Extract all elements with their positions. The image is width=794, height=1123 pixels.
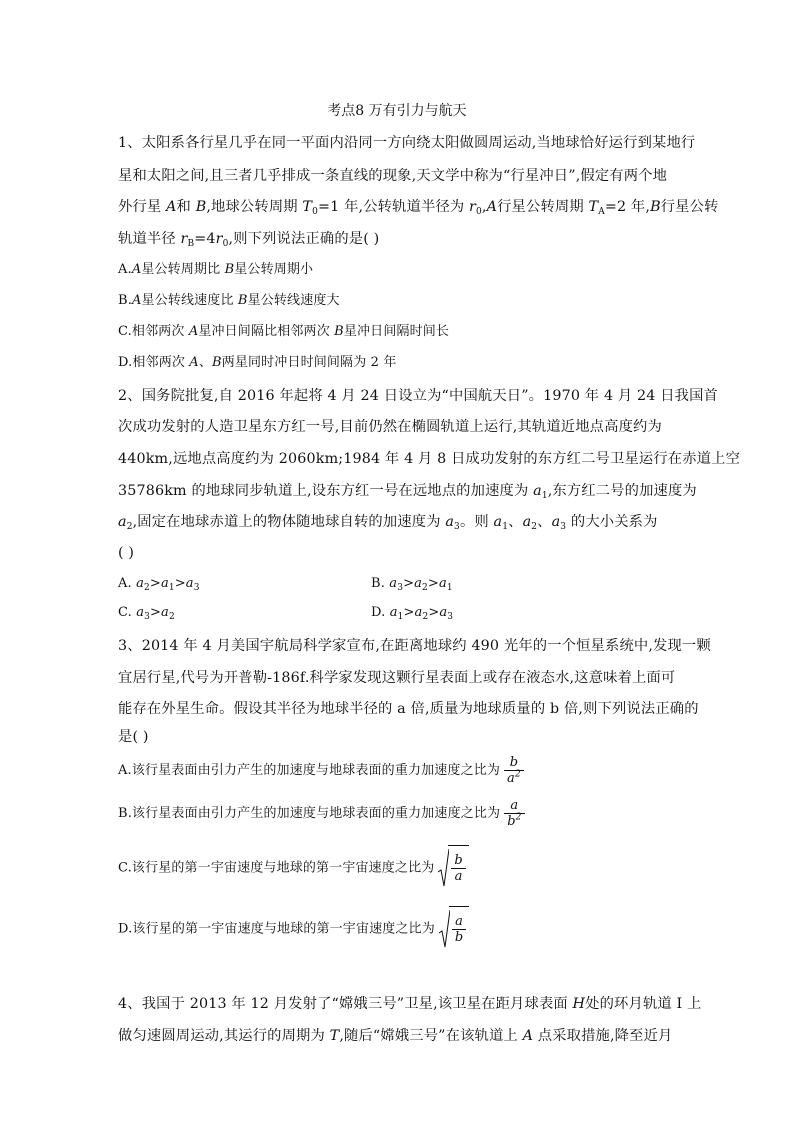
q1-option-a: A.A星公转周期比 B星公转周期小 bbox=[118, 262, 314, 277]
fraction-b-over-a-squared: $\frac{b}{a^2}$ bbox=[504, 755, 524, 786]
q2-line-3: 440km,远地点高度约为 2060km;1984 年 4 月 8 日成功发射的东方红二号卫星运行在赤道上空 bbox=[118, 451, 741, 467]
q2-line-4: 35786km 的地球同步轨道上,设东方红一号在远地点的加速度为 $a_1$,东方红二号的加速度为 bbox=[118, 483, 697, 501]
sqrt-a-over-b: $\frac{a}{b}$ bbox=[439, 906, 469, 952]
q1-line-4: 轨道半径 $r_B=4r_0$,则下列说法正确的是( ) bbox=[118, 231, 380, 249]
q1-line-3: 外行星 A和 B,地球公转周期 $T_0=1$ 年,公转轨道半径为 $r_0,A$行星公转周期 $T_A=2$ 年,B行星公转 bbox=[118, 199, 719, 217]
q2-option-d: D. $a_1>a_2>a_3$ bbox=[371, 605, 454, 622]
q1-option-c: C.相邻两次 A星冲日间隔比相邻两次 B星冲日间隔时间长 bbox=[118, 324, 450, 339]
q1-option-d: D.相邻两次 A、B两星同时冲日时间间隔为 2 年 bbox=[118, 355, 397, 370]
q3-line-2: 宜居行星,代号为开普勒-186f.科学家发现这颗行星表面上或存在液态水,这意味着上面可 bbox=[118, 670, 676, 686]
q3-line-4: 是( ) bbox=[118, 729, 149, 745]
q2-option-a: A. $a_2>a_1>a_3$ bbox=[118, 576, 200, 593]
q3-option-b: B.该行星表面由引力产生的加速度与地球表面的重力加速度之比为 $\frac{a}{b^2}$ bbox=[118, 797, 688, 831]
q3-option-c: C.该行星的第一宇宙速度与地球的第一宇宙速度之比为 $\frac{b}{a}$ bbox=[118, 845, 688, 891]
q3-option-d: D.该行星的第一宇宙速度与地球的第一宇宙速度之比为 $\frac{a}{b}$ bbox=[118, 906, 688, 952]
sqrt-b-over-a: $\frac{b}{a}$ bbox=[438, 845, 468, 891]
q4-line-2: 做匀速圆周运动,其运行的周期为 T,随后“嫦娥三号”在该轨道上 A 点采取措施,降至近月 bbox=[118, 1028, 673, 1044]
q2-options-row-1 bbox=[118, 574, 688, 594]
q2-option-b: B. $a_3>a_2>a_1$ bbox=[371, 576, 453, 593]
q3-line-3: 能存在外星生命。假设其半径为地球半径的 a 倍,质量为地球质量的 b 倍,则下列说法正确的 bbox=[118, 701, 699, 717]
fraction-a-over-b-squared: $\frac{a}{b^2}$ bbox=[504, 798, 524, 829]
q1-line-1: 1、太阳系各行星几乎在同一平面内沿同一方向绕太阳做圆周运动,当地球恰好运行到某地行 bbox=[118, 135, 696, 151]
page-title: 考点8 万有引力与航天 bbox=[327, 103, 467, 119]
q4-line-1: 4、我国于 2013 年 12 月发射了“嫦娥三号”卫星,该卫星在距月球表面 H处的环月轨道 Ⅰ 上 bbox=[118, 996, 702, 1012]
q2-line-5: $a_2$,固定在地球赤道上的物体随地球自转的加速度为 $a_3$。则 $a_1$、$a_2$、$a_3$ 的大小关系为 bbox=[118, 514, 658, 532]
q3-option-a: A.该行星表面由引力产生的加速度与地球表面的重力加速度之比为 $\frac{b}{a^2}$ bbox=[118, 754, 688, 788]
q2-options-row-2 bbox=[118, 603, 688, 623]
q2-line-1: 2、国务院批复,自 2016 年起将 4 月 24 日设立为“中国航天日”。1970 年 4 月 24 日我国首 bbox=[118, 388, 719, 404]
q2-line-6: ( ) bbox=[118, 545, 135, 561]
q2-option-c: C. $a_3>a_2$ bbox=[118, 605, 175, 622]
q1-line-2: 星和太阳之间,且三者几乎排成一条直线的现象,天文学中称为“行星冲日”,假定有两个地 bbox=[118, 168, 668, 184]
q1-option-b: B.A星公转线速度比 B星公转线速度大 bbox=[118, 293, 340, 308]
q2-line-2: 次成功发射的人造卫星东方红一号,目前仍然在椭圆轨道上运行,其轨道近地点高度约为 bbox=[118, 419, 662, 435]
q3-line-1: 3、2014 年 4 月美国宇航局科学家宣布,在距离地球约 490 光年的一个恒星系统中,发现一颗 bbox=[118, 638, 711, 654]
